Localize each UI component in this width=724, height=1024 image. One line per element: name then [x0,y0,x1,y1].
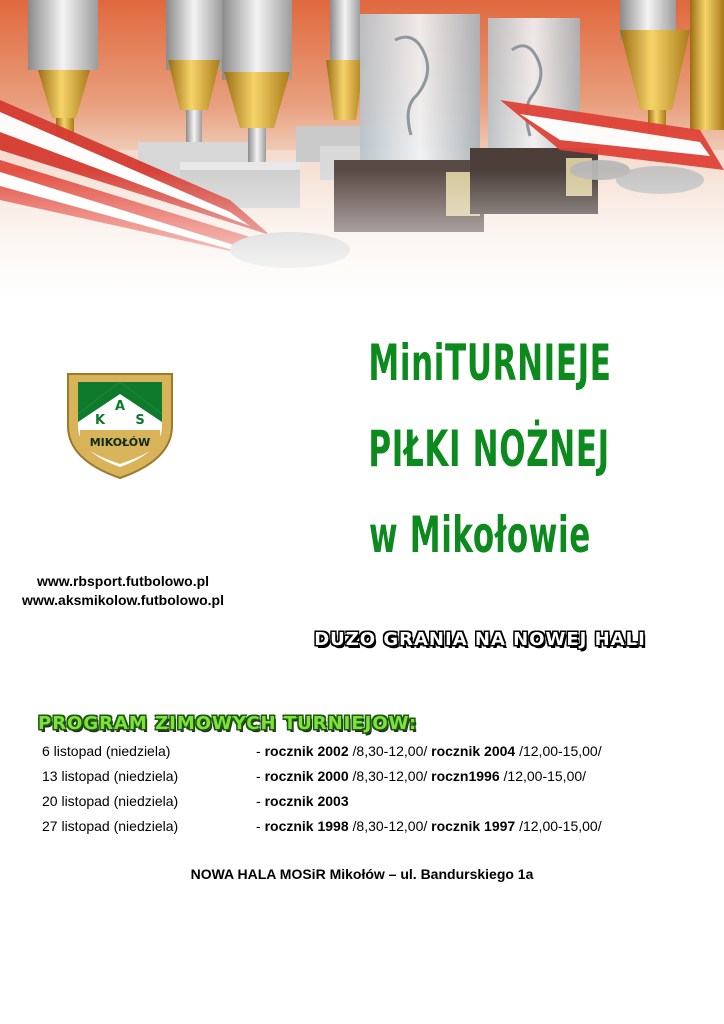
banner-program-heading: PROGRAM ZIMOWYCH TURNIEJOW: [38,713,418,734]
schedule-description [256,767,586,785]
title-line-1: MiniTURNIEJE [368,334,612,392]
schedule-time-text: /12,00-15,00/ [515,743,602,759]
schedule-year-group: rocznik 2003 [264,793,349,809]
schedule-time-text: - [256,793,265,809]
schedule-description [256,817,602,835]
schedule-row [42,817,702,842]
schedule-year-group: rocznik 2004 [431,743,516,759]
schedule-date: 27 listopad (niedziela) [42,818,179,834]
venue-address: NOWA HALA MOSiR Mikołów – ul. Bandurskiego 1a [190,866,534,882]
link-aksmikolow[interactable]: www.aksmikolow.futbolowo.pl [22,592,224,608]
page-title [368,320,612,578]
logo-name: MIKOŁÓW [89,436,151,449]
schedule-row [42,767,702,792]
schedule-date: 13 listopad (niedziela) [42,768,179,784]
schedule-year-group: rocznik 2000 [264,768,349,784]
hero-trophies-photo [0,0,724,300]
schedule-time-text: /12,00-15,00/ [499,768,587,784]
schedule-time-text: - [256,743,265,759]
schedule-year-group: rocznik 1998 [264,818,349,834]
logo-letter-k: K [94,413,106,428]
schedule-date: 20 listopad (niedziela) [42,793,179,809]
schedule-row [42,742,702,767]
schedule-year-group: rocznik 1997 [431,818,516,834]
schedule-time-text: /8,30-12,00/ [348,743,432,759]
schedule-date: 6 listopad (niedziela) [42,743,171,759]
schedule-list [42,742,702,842]
schedule-description [256,792,349,810]
schedule-row [42,792,702,817]
schedule-time-text: /8,30-12,00/ [348,818,432,834]
schedule-time-text: - [256,768,265,784]
logo-letter-a: A [114,399,126,414]
schedule-description [256,742,602,760]
schedule-time-text: - [256,818,265,834]
website-links [0,572,246,610]
schedule-time-text: /12,00-15,00/ [515,818,602,834]
trophies-illustration [0,0,724,300]
club-crest-icon [58,352,182,482]
banner-new-hall: DUZO GRANIA NA NOWEJ HALI [314,629,646,650]
schedule-year-group: roczn1996 [431,768,500,784]
title-line-3: w Mikołowie [369,506,591,564]
schedule-time-text: /8,30-12,00/ [348,768,432,784]
link-rbsport[interactable]: www.rbsport.futbolowo.pl [36,573,210,589]
title-line-2: PIŁKI NOŻNEJ [368,420,610,478]
aks-mikolow-logo [58,352,182,482]
schedule-year-group: rocznik 2002 [264,743,349,759]
logo-letter-s: S [135,413,145,428]
